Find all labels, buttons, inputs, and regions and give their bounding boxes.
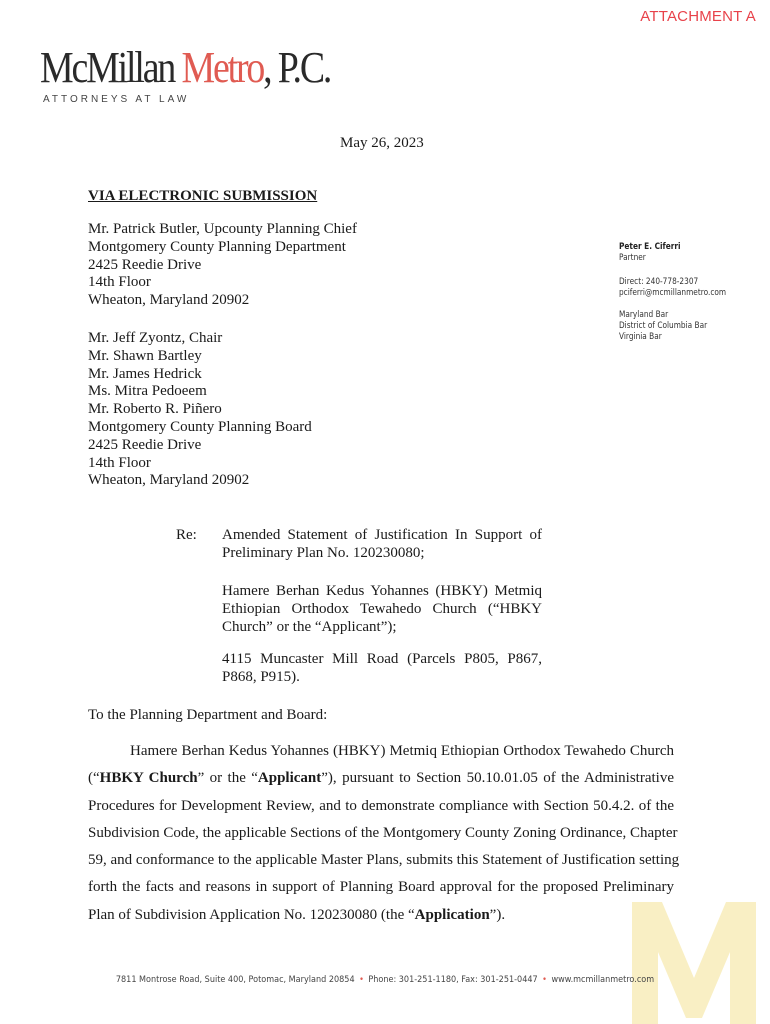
footer-address: 7811 Montrose Road, Suite 400, Potomac, Maryland 20854 [115, 975, 355, 985]
re-label: Re: [176, 527, 197, 543]
footer-separator: • [542, 975, 547, 985]
logo-watermark-m [618, 868, 770, 1024]
body-line: Plan of Subdivision Application No. 120230080 (the “Application”). [88, 906, 506, 923]
address-line: Montgomery County Planning Board [88, 418, 312, 435]
letter-date: May 26, 2023 [340, 135, 424, 151]
footer-phone: Phone: 301-251-1180, Fax: 301-251-0447 [368, 975, 538, 985]
address-line: Mr. Roberto R. Piñero [88, 401, 222, 418]
re-item-3: 4115 Muncaster Mill Road (Parcels P805, P867, P868, P915). [222, 651, 542, 685]
body-line: (“HBKY Church” or the “Applicant”), pursuant to Section 50.10.01.05 of the Administrative [88, 770, 674, 787]
re-item-2: Hamere Berhan Kedus Yohannes (HBKY) Metmiq Ethiopian Orthodox Tewahedo Church (“HBKY Church” or the “Applicant”); [222, 583, 542, 635]
address-line: Ms. Mitra Pedoeem [88, 383, 207, 400]
attachment-label: ATTACHMENT A [640, 8, 756, 25]
firm-tagline: ATTORNEYS AT LAW [43, 94, 190, 105]
address-line: Mr. James Hedrick [88, 365, 202, 382]
sender-name-block [619, 242, 681, 264]
logo-text-metro: Metro [181, 43, 264, 92]
sender-email[interactable]: pciferri@mcmillanmetro.com [619, 288, 727, 298]
address-line: Mr. Patrick Butler, Upcounty Planning Chief [88, 221, 357, 237]
address-line: Montgomery County Planning Department [88, 238, 346, 255]
sender-bars-block [619, 310, 707, 343]
address-line: 2425 Reedie Drive [88, 256, 202, 273]
footer-website[interactable]: www.mcmillanmetro.com [551, 975, 655, 985]
logo-text-mcmillan: McMillan [40, 43, 182, 92]
firm-logo [40, 44, 330, 92]
bar-admission: District of Columbia Bar [619, 321, 708, 331]
body-line: forth the facts and reasons in support of Planning Board approval for the proposed Preliminary [88, 879, 674, 896]
sender-direct: Direct: 240-778-2307 [619, 277, 699, 287]
address-line: Wheaton, Maryland 20902 [88, 472, 250, 489]
address-line: Wheaton, Maryland 20902 [88, 292, 250, 309]
delivery-method: VIA ELECTRONIC SUBMISSION [88, 188, 318, 204]
defined-term-hbky-church: HBKY Church [99, 770, 198, 787]
bar-admission: Maryland Bar [619, 310, 669, 320]
address-line: 2425 Reedie Drive [88, 436, 202, 453]
footer-separator: • [359, 975, 364, 985]
sender-title: Partner [619, 253, 646, 263]
body-paragraph [88, 738, 680, 929]
address-line: 14th Floor [88, 454, 151, 471]
bar-admission: Virginia Bar [619, 332, 662, 342]
sender-contact-block [619, 277, 726, 299]
recipient-block-1 [88, 221, 357, 310]
letter-footer [39, 975, 732, 985]
body-line: Hamere Berhan Kedus Yohannes (HBKY) Metmiq Ethiopian Orthodox Tewahedo Church [130, 743, 674, 759]
address-line: Mr. Jeff Zyontz, Chair [88, 330, 223, 346]
address-line: 14th Floor [88, 274, 151, 291]
re-item-1: Amended Statement of Justification In Support of Preliminary Plan No. 120230080; [222, 527, 542, 561]
defined-term-application: Application [414, 906, 490, 923]
address-line: Mr. Shawn Bartley [88, 347, 202, 364]
body-line: Subdivision Code, the applicable Sections of the Montgomery County Zoning Ordinance, Chapter [88, 824, 678, 841]
defined-term-applicant: Applicant [257, 770, 322, 787]
sender-name: Peter E. Ciferri [619, 242, 681, 252]
recipient-block-2 [88, 330, 312, 490]
body-line: 59, and conformance to the applicable Master Plans, submits this Statement of Justification setting [88, 852, 680, 869]
salutation: To the Planning Department and Board: [88, 707, 328, 723]
body-line: Procedures for Development Review, and to demonstrate compliance with Section 50.4.2. of the [88, 797, 674, 814]
logo-text-pc: , P.C. [263, 43, 331, 92]
